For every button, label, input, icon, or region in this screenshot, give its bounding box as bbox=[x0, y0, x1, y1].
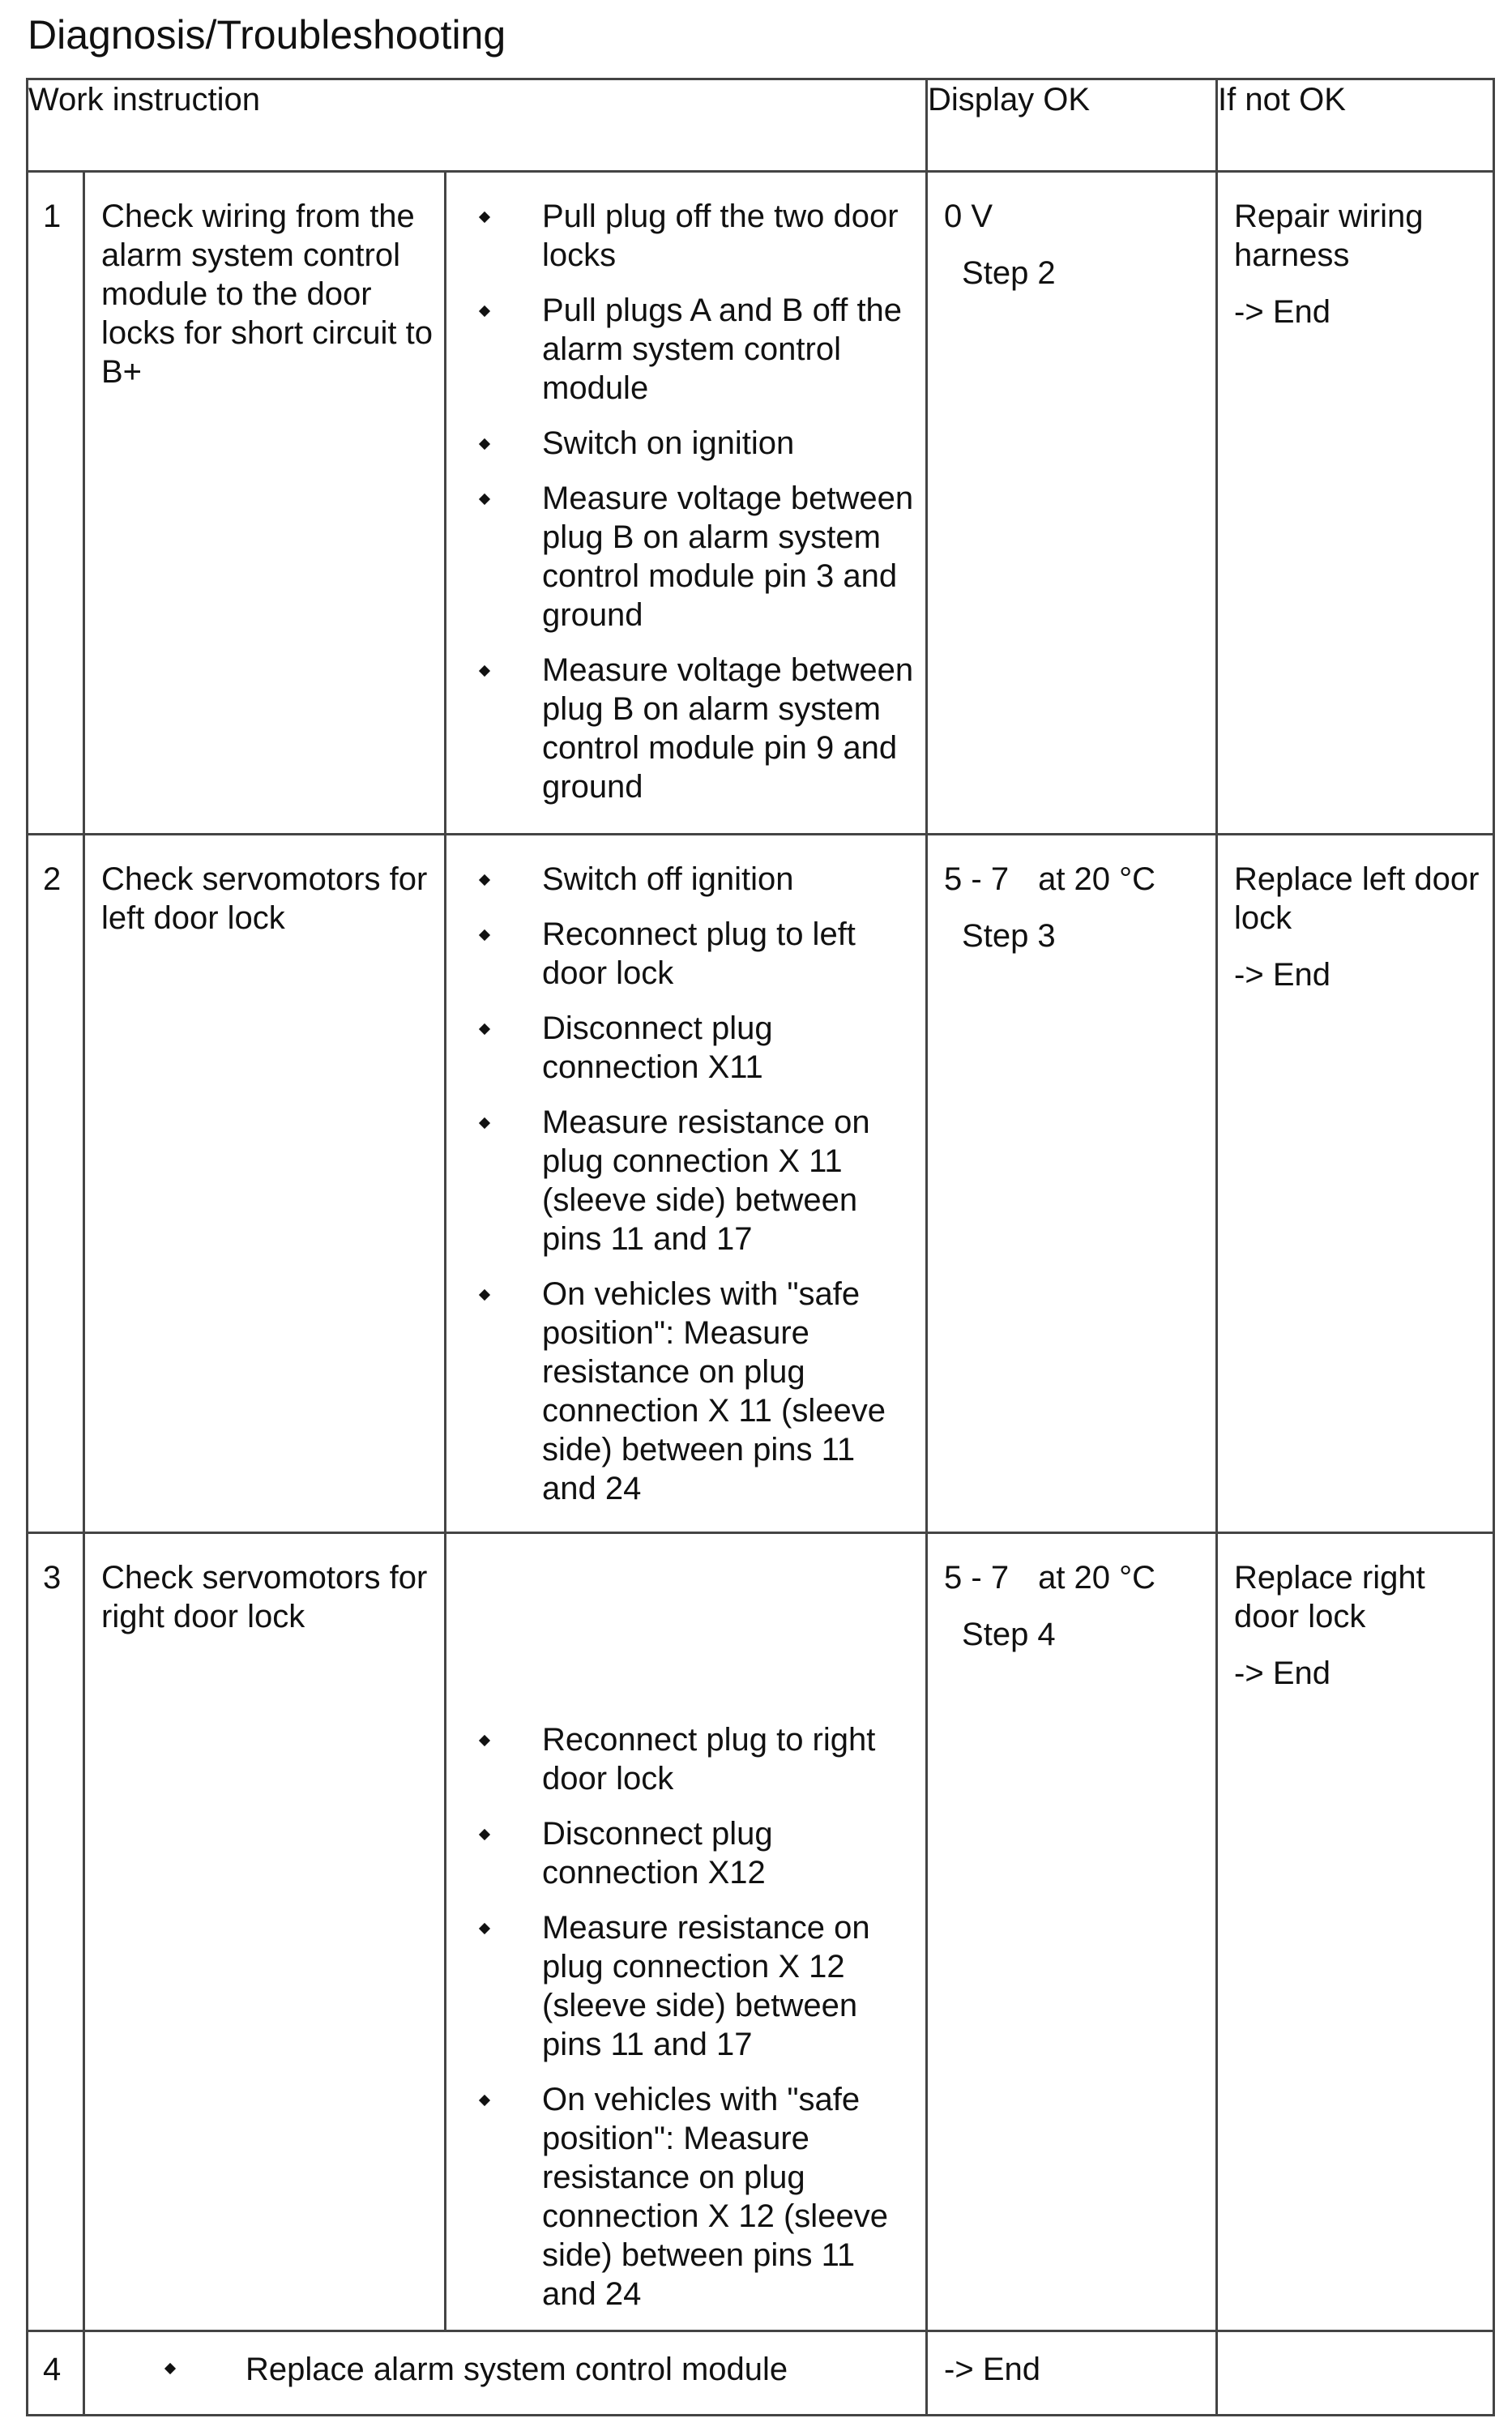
not-ok-cell bbox=[1217, 835, 1494, 1533]
diamond-bullet-icon bbox=[479, 438, 490, 450]
list-item: Measure resistance on plug connection X 12 (sleeve side) between pins 11 and 17 bbox=[461, 1908, 914, 2064]
not-ok-cell bbox=[1217, 2331, 1494, 2416]
list-item: Reconnect plug to left door lock bbox=[461, 915, 914, 993]
list-item: Measure voltage between plug B on alarm system control module pin 9 and ground bbox=[461, 651, 914, 806]
not-ok-action: Replace right door lock bbox=[1234, 1560, 1425, 1634]
display-ok-cell bbox=[927, 172, 1217, 835]
step-description: Check servomotors for right door lock bbox=[84, 1533, 446, 2331]
diamond-bullet-icon bbox=[479, 665, 490, 677]
not-ok-cell bbox=[1217, 1533, 1494, 2331]
not-ok-action: Repair wiring harness bbox=[1234, 199, 1424, 273]
list-item: Switch on ignition bbox=[461, 424, 914, 463]
display-ok-temperature: at 20 °C bbox=[1038, 861, 1156, 897]
list-item: Pull plugs A and B off the alarm system control module bbox=[461, 291, 914, 408]
diamond-bullet-icon bbox=[479, 1289, 490, 1301]
list-item: Switch off ignition bbox=[461, 860, 914, 899]
header-display-ok: Display OK bbox=[927, 79, 1217, 172]
page-title: Diagnosis/Troubleshooting bbox=[28, 12, 506, 58]
display-ok-cell bbox=[927, 1533, 1217, 2331]
list-item: Measure resistance on plug connection X 11 (sleeve side) between pins 11 and 17 bbox=[461, 1103, 914, 1258]
display-ok-cell bbox=[927, 835, 1217, 1533]
list-item: On vehicles with "safe position": Measure resistance on plug connection X 12 (sleeve side) between pins 11 and 24 bbox=[461, 2080, 914, 2314]
list-item: Disconnect plug connection X11 bbox=[461, 1009, 914, 1087]
diamond-bullet-icon bbox=[479, 1735, 490, 1746]
list-item: Disconnect plug connection X12 bbox=[461, 1814, 914, 1892]
list-item: Reconnect plug to right door lock bbox=[461, 1720, 914, 1798]
diamond-bullet-icon bbox=[479, 1023, 490, 1035]
next-step: Step 3 bbox=[962, 918, 1056, 954]
list-item: On vehicles with "safe position": Measure resistance on plug connection X 11 (sleeve side) between pins 11 and 24 bbox=[461, 1275, 914, 1508]
step-number: 3 bbox=[28, 1533, 84, 2331]
list-item: Pull plug off the two door locks bbox=[461, 197, 914, 275]
diamond-bullet-icon bbox=[479, 1829, 490, 1840]
diamond-bullet-icon bbox=[479, 2095, 490, 2106]
diamond-bullet-icon bbox=[479, 874, 490, 886]
display-ok-value: 5 - 7 bbox=[944, 1560, 1010, 1596]
not-ok-cell bbox=[1217, 172, 1494, 835]
step-actions bbox=[446, 172, 927, 835]
next-step: Step 4 bbox=[962, 1617, 1056, 1652]
next-step: Step 2 bbox=[962, 255, 1056, 291]
display-ok-value: 5 - 7 bbox=[944, 861, 1010, 897]
table-row bbox=[28, 835, 1494, 1533]
table-row bbox=[28, 2331, 1494, 2416]
table-header-row bbox=[28, 79, 1494, 172]
not-ok-action: Replace left door lock bbox=[1234, 861, 1480, 936]
step-actions bbox=[446, 835, 927, 1533]
step-action-text: Replace alarm system control module bbox=[246, 2352, 788, 2387]
not-ok-next: -> End bbox=[1234, 294, 1330, 330]
step-actions bbox=[84, 2331, 927, 2416]
display-ok-value: 0 V bbox=[944, 199, 993, 234]
step-number: 2 bbox=[28, 835, 84, 1533]
diamond-bullet-icon bbox=[479, 1117, 490, 1129]
step-description: Check wiring from the alarm system control module to the door locks for short circuit to B+ bbox=[84, 172, 446, 835]
diamond-bullet-icon bbox=[479, 493, 490, 505]
not-ok-next: -> End bbox=[1234, 957, 1330, 993]
step-actions bbox=[446, 1533, 927, 2331]
diamond-bullet-icon bbox=[479, 211, 490, 223]
table-row bbox=[28, 172, 1494, 835]
display-ok-temperature: at 20 °C bbox=[1038, 1560, 1156, 1596]
troubleshooting-table bbox=[26, 78, 1495, 2416]
not-ok-next: -> End bbox=[1234, 1656, 1330, 1691]
header-work-instruction: Work instruction bbox=[28, 79, 927, 172]
step-number: 1 bbox=[28, 172, 84, 835]
diamond-bullet-icon bbox=[479, 929, 490, 941]
step-description: Check servomotors for left door lock bbox=[84, 835, 446, 1533]
diamond-bullet-icon bbox=[479, 305, 490, 317]
diamond-bullet-icon bbox=[479, 1923, 490, 1934]
step-number: 4 bbox=[28, 2331, 84, 2416]
display-ok-cell: -> End bbox=[927, 2331, 1217, 2416]
list-item: Measure voltage between plug B on alarm system control module pin 3 and ground bbox=[461, 479, 914, 634]
header-if-not-ok: If not OK bbox=[1217, 79, 1494, 172]
table-row bbox=[28, 1533, 1494, 2331]
